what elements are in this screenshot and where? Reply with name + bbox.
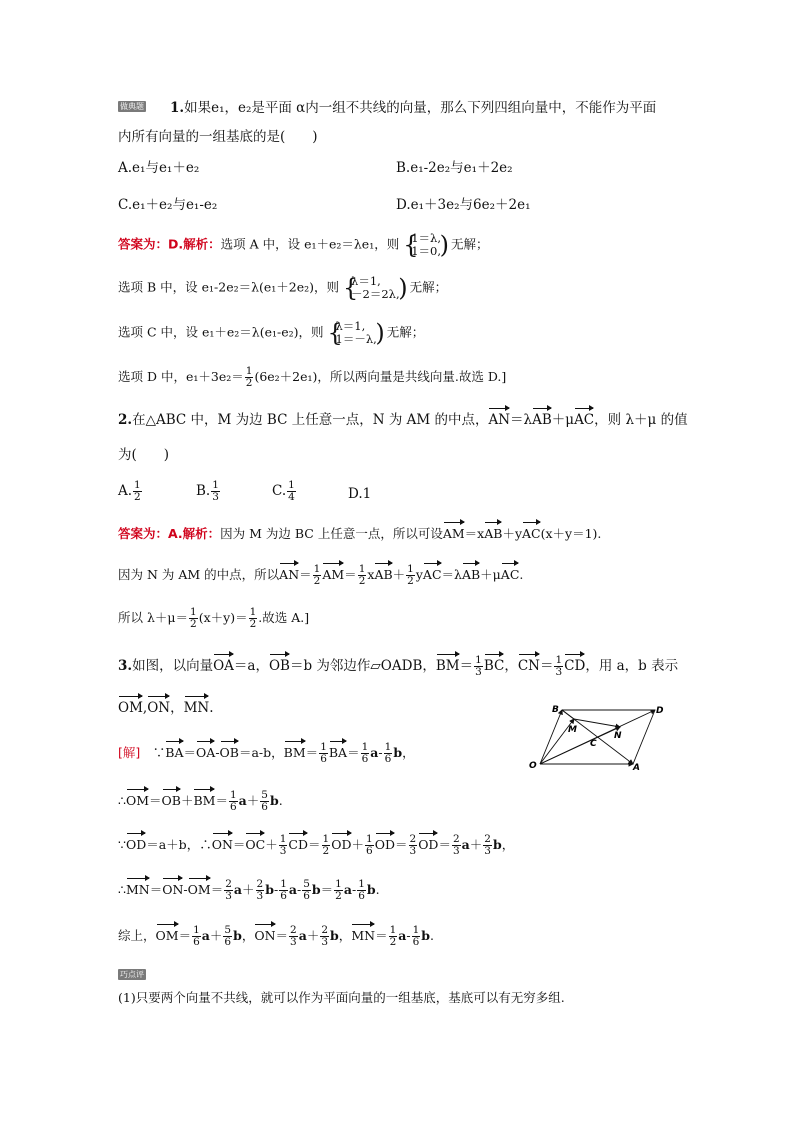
label-a: A xyxy=(633,763,640,772)
q3-solution-line4: ∴MN＝ON-OM＝ $\frac{2}{3}$ a＋ $\frac{2}{3}$ b- $\frac{1}{6}$ a- $\frac{5}{6}$ b＝ $\frac{1}{2}$ a- $\frac{1}{6}$ b. xyxy=(118,878,380,902)
q1-option-c: C.e₁＋e₂与e₁-e₂ xyxy=(118,197,218,213)
label-c: C xyxy=(590,739,597,749)
q1-option-d: D.e₁＋3e₂与6e₂＋2e₁ xyxy=(396,197,531,213)
parallelogram-figure xyxy=(525,700,670,772)
q1-option-b: B.e₁-2e₂与e₁＋2e₂ xyxy=(396,160,513,176)
label-d: D xyxy=(656,706,664,716)
q2-line1: 2.在△ABC 中，M 为边 BC 上任意一点，N 为 AM 的中点，AN＝λAB＋μAC，则 λ＋μ 的值 xyxy=(118,412,688,428)
comment-badge: 巧点评 xyxy=(120,970,144,979)
q1-answer-a: 答案为：D.解析：选项 A 中，设 e₁＋e₂＝λe₁，则 { 1＝λ, 1＝0, ) 无解； xyxy=(118,232,489,258)
q1-answer-c: 选项 C 中，设 e₁＋e₂＝λ(e₁-e₂)，则 { λ＝1, 1＝－λ, ) 无解； xyxy=(118,320,424,346)
label-b: B xyxy=(552,705,559,715)
q3-solution-line1: [解] ∵BA＝OA-OB＝a-b，BM＝ $\frac{1}{6}$ BA＝ $\frac{1}{6}$ a- $\frac{1}{6}$ b， xyxy=(118,741,415,765)
q2-option-d: D.1 xyxy=(348,486,372,502)
comment-text: (1)只要两个向量不共线，就可以作为平面向量的一组基底，基底可以有无穷多组. xyxy=(118,990,565,1005)
label-m: M xyxy=(568,725,577,735)
q2-answer-line2: 因为 N 为 AM 的中点，所以AN＝ $\frac{1}{2}$ AM＝ $\frac{1}{2}$ xAB＋ $\frac{1}{2}$ yAC＝λAB＋μAC. xyxy=(118,563,524,587)
vector-bm xyxy=(562,710,574,719)
q2-option-b: B. $\frac{1}{3}$ xyxy=(196,479,219,503)
q2-option-a: A. $\frac{1}{2}$ xyxy=(118,479,141,503)
q3-line1: 3.如图，以向量OA＝a，OB＝b 为邻边作▱OADB，BM＝ $\frac{1}{3}$ BC，CN＝ $\frac{1}{3}$ CD，用 a，b 表示 xyxy=(118,654,679,678)
label-o: O xyxy=(529,761,537,771)
q3-solution-line3: ∵OD＝a＋b，∴ON＝OC＋ $\frac{1}{3}$ CD＝ $\frac{1}{2}$ OD＋ $\frac{1}{6}$ OD＝ $\frac{2}{3}$ OD＝ $\frac{2}{3}$ a＋ $\frac{2}{3}$ b， xyxy=(118,833,515,857)
edge-ad xyxy=(633,710,655,764)
q1-answer-d: 选项 D 中，e₁＋3e₂＝ $\frac{1}{2}$ (6e₂＋2e₁)，所以两向量是共线向量.故选 D.] xyxy=(118,365,507,389)
q1-line1: 1.如果e₁，e₂是平面 α内一组不共线的向量，那么下列四组向量中，不能作为平面 xyxy=(170,100,657,116)
q2-answer-line3: 所以 λ＋μ＝ $\frac{1}{2}$ (x＋y)＝ $\frac{1}{2}$ .故选 A.] xyxy=(118,606,310,630)
q2-option-c: C. $\frac{1}{4}$ xyxy=(272,479,295,503)
edge-ob xyxy=(540,710,562,764)
q1-option-a: A.e₁与e₁＋e₂ xyxy=(118,160,200,176)
q1-answer-b: 选项 B 中，设 e₁-2e₂＝λ(e₁＋2e₂)，则 { λ＝1, －2＝2λ, ) 无解； xyxy=(118,275,447,301)
q2-answer-line1: 答案为：A.解析：因为 M 为边 BC 上任意一点，所以可设AM＝xAB＋yAC(x＋y＝1). xyxy=(118,524,601,544)
q3-line2: OM,ON，MN. xyxy=(118,700,214,716)
q1-line2: 内所有向量的一组基底的是( ) xyxy=(118,129,318,145)
equation-system: { λ＝1, 1＝－λ, ) xyxy=(328,320,383,346)
q3-solution-line2: ∴OM＝OB＋BM＝ $\frac{1}{6}$ a＋ $\frac{5}{6}$ b. xyxy=(118,789,283,813)
label-n: N xyxy=(614,731,622,741)
typical-problem-badge: 做典题 xyxy=(120,102,144,111)
equation-system: { λ＝1, －2＝2λ, ) xyxy=(343,275,406,301)
q2-line2: 为( ) xyxy=(118,447,170,463)
vector-mn xyxy=(574,719,620,727)
equation-system: { 1＝λ, 1＝0, ) xyxy=(403,232,447,258)
q3-solution-line5: 综上，OM＝ $\frac{1}{6}$ a＋ $\frac{5}{6}$ b，ON＝ $\frac{2}{3}$ a＋ $\frac{2}{3}$ b，MN＝ $\frac{1}{2}$ a- $\frac{1}{6}$ b. xyxy=(118,924,435,948)
